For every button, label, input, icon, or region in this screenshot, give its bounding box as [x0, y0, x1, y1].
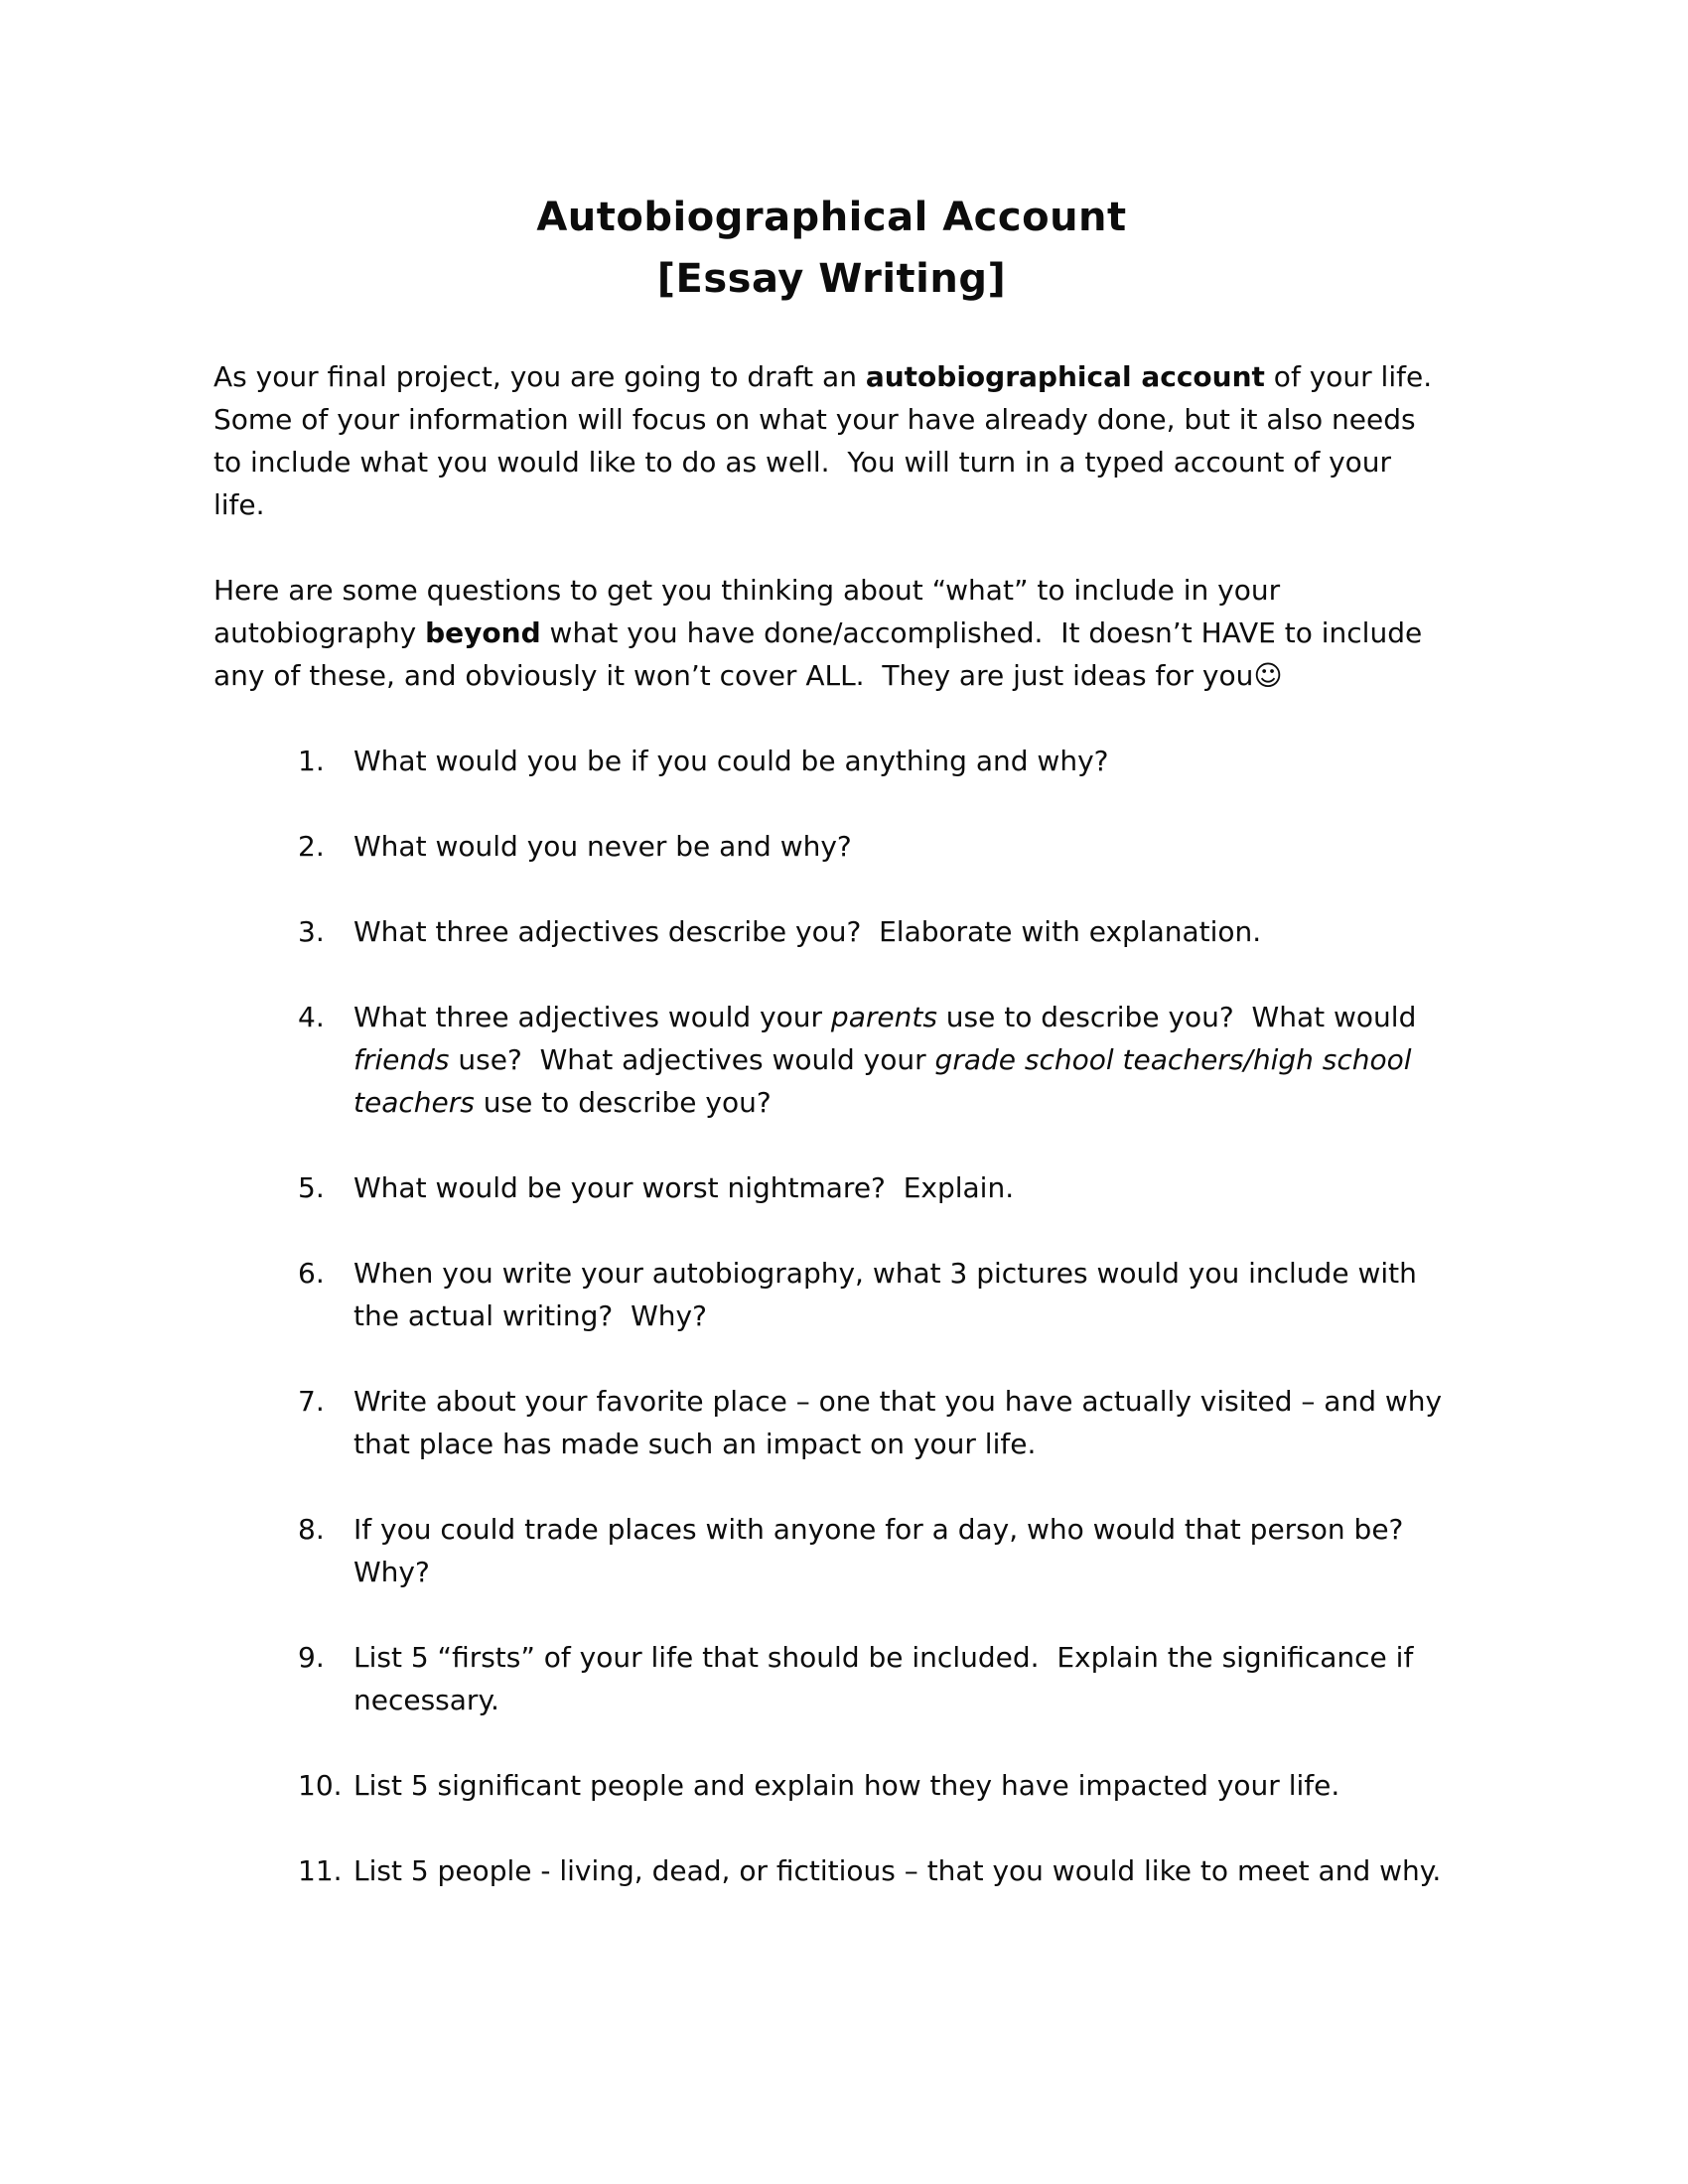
bold-text-run: beyond — [425, 616, 541, 649]
document-title — [213, 187, 1450, 310]
question-text — [353, 996, 1450, 1124]
question-item — [213, 996, 1450, 1124]
question-item — [213, 1380, 1450, 1465]
question-text — [353, 825, 1450, 868]
question-number: 5. — [298, 1171, 325, 1204]
question-text — [353, 1508, 1450, 1593]
text-run: of your life. Some of your information will focus on what your have already done, but it also needs to include what you would like to do as well. You will turn in a typed account of your life. — [213, 360, 1450, 521]
text-run: use to describe you? — [474, 1086, 772, 1119]
question-number: 8. — [298, 1513, 325, 1546]
text-run: List 5 “firsts” of your life that should be included. Explain the significance if necessary. — [353, 1641, 1423, 1716]
question-text — [353, 1764, 1450, 1807]
question-number: 1. — [298, 745, 325, 777]
question-item — [213, 1764, 1450, 1807]
question-number: 11. — [298, 1854, 343, 1887]
text-run: Here are some questions to get you thinking about “what” to include in your autobiography — [213, 574, 1289, 649]
question-number: 7. — [298, 1385, 325, 1418]
question-item — [213, 910, 1450, 953]
question-item — [213, 825, 1450, 868]
text-run: If you could trade places with anyone for a day, who would that person be? Why? — [353, 1513, 1413, 1588]
question-number: 9. — [298, 1641, 325, 1674]
question-item — [213, 1166, 1450, 1209]
text-run: What three adjectives would your — [353, 1001, 831, 1033]
intro-paragraph-2 — [213, 569, 1450, 697]
question-item — [213, 740, 1450, 782]
question-number: 10. — [298, 1769, 343, 1802]
document-title-line1: Autobiographical Account — [536, 195, 1127, 240]
text-run: what you have done/accomplished. It doesn’t HAVE to include any of these, and obviously it won’t cover ALL. They are just ideas for you☺ — [213, 616, 1432, 692]
text-run: List 5 people - living, dead, or fictitious – that you would like to meet and why. — [353, 1854, 1442, 1887]
italic-text-run: grade school teachers/high school teachers — [353, 1043, 1421, 1119]
text-run: What three adjectives describe you? Elaborate with explanation. — [353, 915, 1262, 948]
question-number: 6. — [298, 1257, 325, 1290]
question-item — [213, 1636, 1450, 1721]
text-run: use? What adjectives would your — [449, 1043, 935, 1076]
text-run: use to describe you? What would — [936, 1001, 1426, 1033]
text-run: What would you be if you could be anything and why? — [353, 745, 1109, 777]
italic-text-run: friends — [353, 1043, 450, 1076]
question-item — [213, 1849, 1450, 1892]
text-run: What would be your worst nightmare? Explain. — [353, 1171, 1015, 1204]
text-run: List 5 significant people and explain how they have impacted your life. — [353, 1769, 1340, 1802]
question-text — [353, 1636, 1450, 1721]
italic-text-run: parents — [830, 1001, 937, 1033]
question-number: 3. — [298, 915, 325, 948]
text-run: What would you never be and why? — [353, 830, 852, 863]
question-number: 4. — [298, 1001, 325, 1033]
question-number: 2. — [298, 830, 325, 863]
question-text — [353, 1849, 1450, 1892]
document-title-line2: [Essay Writing] — [656, 256, 1007, 302]
text-run: Write about your favorite place – one that you have actually visited – and why that place has made such an impact on your life. — [353, 1385, 1451, 1460]
question-text — [353, 1380, 1450, 1465]
question-item — [213, 1252, 1450, 1337]
intro-paragraph-1 — [213, 355, 1450, 526]
question-list — [213, 740, 1450, 1892]
question-text — [353, 1252, 1450, 1337]
question-text — [353, 1166, 1450, 1209]
text-run: As your final project, you are going to draft an — [213, 360, 866, 393]
question-text — [353, 910, 1450, 953]
bold-text-run: autobiographical account — [865, 360, 1265, 393]
question-item — [213, 1508, 1450, 1593]
question-text — [353, 740, 1450, 782]
text-run: When you write your autobiography, what 3 pictures would you include with the actual writing? Why? — [353, 1257, 1426, 1332]
